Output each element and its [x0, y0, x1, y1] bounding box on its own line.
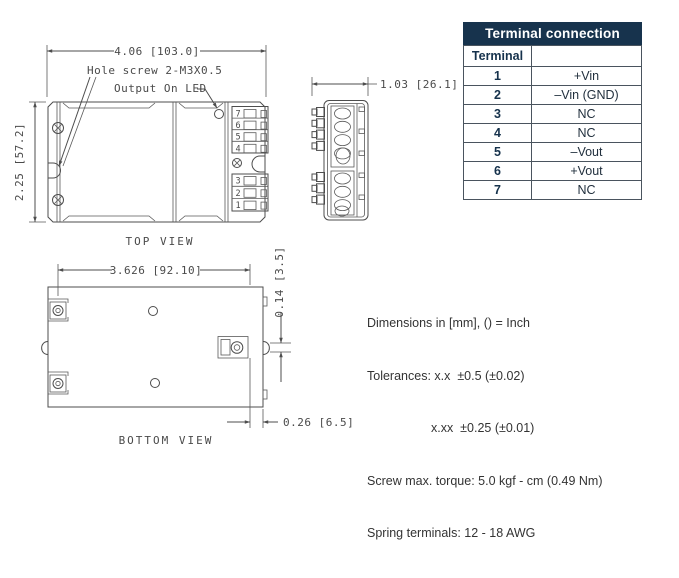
left-screw-boss — [42, 342, 48, 355]
left-mount-notch — [48, 163, 61, 178]
edge-offset-dimension — [227, 358, 354, 429]
table-row — [464, 143, 642, 162]
terminal-number: 6 — [235, 121, 241, 132]
screw-block — [218, 337, 248, 359]
right-screw-boss — [263, 342, 269, 355]
phillips-screw-icon — [53, 123, 64, 134]
top-view-height-dimension — [13, 102, 46, 222]
top-view-drawing — [13, 45, 268, 248]
screw-clamp — [48, 299, 68, 321]
terminal-number-cell: 3 — [464, 105, 532, 124]
notch-offset-dimension — [270, 246, 291, 382]
terminal-function-cell: NC — [532, 124, 642, 143]
dimension-label: 0.26 [6.5] — [283, 416, 355, 429]
cover-grooves — [63, 103, 223, 221]
terminal-number: 7 — [235, 109, 241, 120]
terminal-number: 1 — [235, 201, 241, 212]
mounting-hole — [151, 379, 160, 388]
dimension-label: 2.25 [57.2] — [13, 122, 26, 202]
side-view-drawing — [312, 77, 458, 220]
table-row — [464, 162, 642, 181]
terminal-number: 3 — [235, 176, 241, 187]
led-annotation — [114, 82, 217, 108]
terminal-function-cell: +Vin — [532, 67, 642, 86]
phillips-screw-icon — [53, 195, 64, 206]
note-line: x.xx ±0.25 (±0.01) — [431, 421, 535, 435]
note-line: Screw max. torque: 5.0 kgf - cm (0.49 Nm) — [367, 473, 603, 488]
cover-seam-lines — [57, 102, 228, 222]
terminal-number-cell: 7 — [464, 181, 532, 200]
terminal-column-header: Terminal — [464, 46, 532, 67]
mounting-hole — [149, 307, 158, 316]
spring-terminal-tabs — [312, 108, 325, 205]
note-line: Dimensions in [mm], () = Inch — [367, 316, 530, 330]
note-line: Spring terminals: 12 - 18 AWG — [367, 526, 536, 540]
bottom-view-label: BOTTOM VIEW — [118, 434, 214, 447]
terminal-function-cell: +Vout — [532, 162, 642, 181]
table-row — [464, 181, 642, 200]
top-view-label: TOP VIEW — [125, 235, 195, 248]
dimension-label: 1.03 [26.1] — [380, 78, 459, 91]
annotation-label: Hole screw 2-M3X0.5 — [87, 64, 223, 77]
terminal-number: 5 — [235, 132, 241, 143]
terminal-function-cell: –Vin (GND) — [532, 86, 642, 105]
terminal-number-cell: 5 — [464, 143, 532, 162]
dimension-label: 3.626 [92.10] — [109, 264, 203, 277]
terminal-number-cell: 6 — [464, 162, 532, 181]
hole-screw-annotation — [59, 64, 222, 166]
terminal-number: 4 — [235, 144, 241, 155]
side-view-depth-dimension — [312, 77, 458, 96]
led-indicator — [215, 110, 224, 119]
phillips-screw-icon — [233, 159, 242, 168]
terminal-function-cell: NC — [532, 181, 642, 200]
drawing-notes — [367, 280, 603, 578]
terminal-number-cell: 2 — [464, 86, 532, 105]
terminal-function-cell: –Vout — [532, 143, 642, 162]
terminal-number-cell: 4 — [464, 124, 532, 143]
annotation-label: Output On LED — [114, 82, 207, 95]
function-column-header — [532, 46, 642, 67]
dimension-label: 4.06 [103.0] — [114, 45, 200, 58]
note-line: Tolerances: x.x ±0.5 (±0.02) — [367, 368, 525, 383]
terminal-function-cell: NC — [532, 105, 642, 124]
table-row — [464, 86, 642, 105]
screw-clamp — [48, 372, 68, 394]
bottom-view-width-dimension — [58, 264, 250, 296]
terminal-number-cell: 1 — [464, 67, 532, 86]
table-row — [464, 67, 642, 86]
terminal-block-lower — [232, 174, 268, 211]
terminal-connection-table — [463, 22, 642, 200]
table-row — [464, 105, 642, 124]
right-mount-notch — [252, 156, 265, 172]
table-header-row — [464, 46, 642, 67]
table-row — [464, 124, 642, 143]
dimension-label: 0.14 [3.5] — [273, 246, 286, 318]
bottom-view-drawing — [42, 246, 355, 447]
table-title: Terminal connection — [463, 22, 642, 45]
terminal-block-upper — [232, 107, 268, 155]
terminal-number: 2 — [235, 188, 241, 199]
